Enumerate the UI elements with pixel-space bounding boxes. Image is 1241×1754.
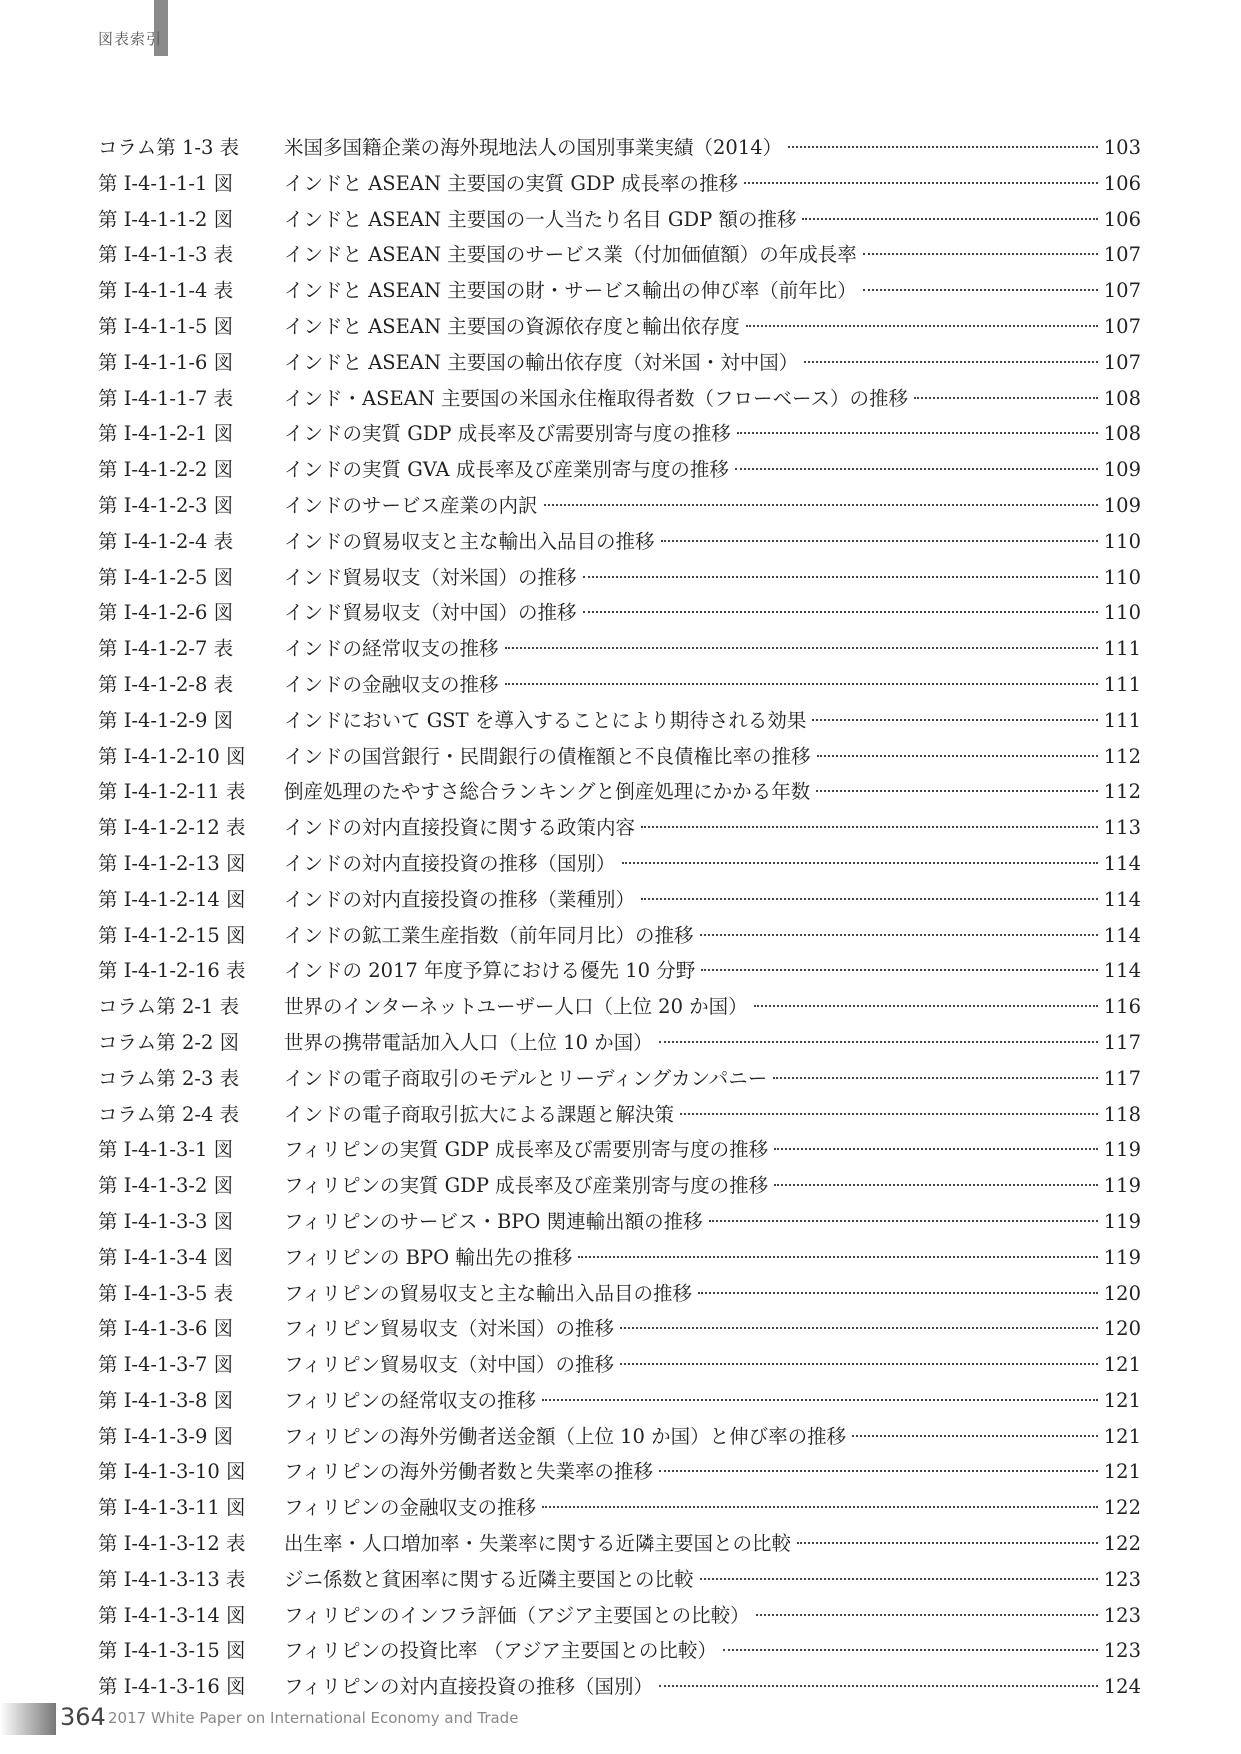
entry-title: フィリピンの対内直接投資の推移（国別） [284,1675,653,1699]
entry-title: インドの実質 GDP 成長率及び需要別寄与度の推移 [284,422,731,446]
dot-leader [542,1399,1098,1401]
dot-leader [863,253,1098,255]
entry-title: 世界のインターネットユーザー人口（上位 20 か国） [284,995,748,1019]
dot-leader [659,1041,1098,1043]
dot-leader [735,468,1098,470]
entry-number: 第 I-4-1-3-1 図 [98,1138,234,1162]
index-entry[interactable] [98,989,1141,1025]
entry-title: フィリピンのサービス・BPO 関連輸出額の推移 [284,1209,703,1233]
entry-number: 第 I-4-1-2-1 図 [98,422,234,446]
dot-leader [774,1148,1098,1150]
index-entry[interactable] [98,166,1141,202]
entry-page: 110 [1103,601,1141,625]
dot-leader [680,1113,1098,1115]
index-entry[interactable] [98,1526,1141,1562]
entry-page: 112 [1103,744,1141,768]
entry-title: フィリピンの経常収支の推移 [284,1388,536,1412]
entry-page: 120 [1103,1317,1141,1341]
dot-leader [622,862,1098,864]
entry-page: 121 [1103,1460,1141,1484]
index-entry[interactable] [98,1562,1141,1598]
entry-number: 第 I-4-1-3-6 図 [98,1317,234,1341]
entry-number: 第 I-4-1-2-16 表 [98,959,246,983]
entry-page: 119 [1103,1174,1141,1198]
dot-leader [802,218,1097,220]
entry-page: 108 [1103,422,1141,446]
entry-number: 第 I-4-1-2-14 図 [98,887,246,911]
dot-leader [505,683,1098,685]
entry-title: インドと ASEAN 主要国の財・サービス輸出の伸び率（前年比） [284,279,857,303]
entry-title: インド貿易収支（対中国）の推移 [284,601,577,625]
entry-page: 120 [1103,1281,1141,1305]
entry-number: 第 I-4-1-3-16 図 [98,1675,246,1699]
index-entry[interactable] [98,918,1141,954]
entry-page: 111 [1103,672,1141,696]
entry-page: 112 [1103,780,1141,804]
entry-title: インドの対内直接投資の推移（業種別） [284,887,636,911]
dot-leader [700,1578,1098,1580]
entry-number: 第 I-4-1-1-3 表 [98,243,234,267]
entry-title: 出生率・人口増加率・失業率に関する近隣主要国との比較 [284,1532,792,1556]
entry-title: フィリピン貿易収支（対米国）の推移 [284,1317,614,1341]
entry-number: 第 I-4-1-1-7 表 [98,386,234,410]
index-entry[interactable] [98,416,1141,452]
entry-number: 第 I-4-1-3-10 図 [98,1460,246,1484]
entry-title: インド貿易収支（対米国）の推移 [284,565,577,589]
dot-leader [505,647,1098,649]
entry-number: 第 I-4-1-3-8 図 [98,1388,234,1412]
entry-page: 114 [1103,851,1141,875]
figure-index-list [98,130,1141,1705]
index-entry[interactable] [98,1132,1141,1168]
entry-number: 第 I-4-1-3-12 表 [98,1532,246,1556]
entry-page: 103 [1103,136,1141,159]
dot-leader [723,1649,1098,1651]
dot-leader [659,1470,1098,1472]
entry-number: 第 I-4-1-1-6 図 [98,350,234,374]
index-entry[interactable] [98,703,1141,739]
dot-leader [804,361,1098,363]
dot-leader [744,182,1098,184]
entry-title: インド・ASEAN 主要国の米国永住権取得者数（フローベース）の推移 [284,386,909,410]
entry-title: インドの 2017 年度予算における優先 10 分野 [284,959,696,983]
index-entry[interactable] [98,202,1141,238]
index-entry[interactable] [98,846,1141,882]
entry-title: インドと ASEAN 主要国の輸出依存度（対米国・対中国） [284,350,799,374]
entry-page: 106 [1103,171,1141,195]
entry-page: 113 [1103,816,1141,840]
publication-title: 2017 White Paper on International Economy and Trade [108,1709,519,1727]
index-entry[interactable] [98,1598,1141,1634]
entry-page: 108 [1103,386,1141,410]
entry-number: 第 I-4-1-2-6 図 [98,601,234,625]
entry-title: インドの実質 GVA 成長率及び産業別寄与度の推移 [284,458,729,482]
index-entry[interactable] [98,1240,1141,1276]
index-entry[interactable] [98,273,1141,309]
dot-leader [788,146,1098,148]
section-label: 図表索引 [98,30,163,48]
entry-page: 107 [1103,243,1141,267]
dot-leader [797,1542,1098,1544]
dot-leader [641,826,1098,828]
index-entry[interactable] [98,1669,1141,1705]
dot-leader [641,898,1098,900]
entry-page: 114 [1103,959,1141,983]
index-entry[interactable] [98,1490,1141,1526]
entry-page: 107 [1103,350,1141,374]
entry-title: フィリピンの実質 GDP 成長率及び需要別寄与度の推移 [284,1138,769,1162]
entry-title: インドの対内直接投資に関する政策内容 [284,816,636,840]
entry-title: フィリピンの投資比率 （アジア主要国との比較） [284,1639,717,1663]
entry-page: 118 [1103,1102,1141,1126]
index-entry[interactable] [98,774,1141,810]
entry-page: 121 [1103,1424,1141,1448]
entry-page: 107 [1103,314,1141,338]
entry-number: コラム第 1-3 表 [98,136,240,159]
entry-number: 第 I-4-1-2-3 図 [98,493,234,517]
index-entry[interactable] [98,631,1141,667]
entry-number: 第 I-4-1-3-14 図 [98,1603,246,1627]
entry-title: 倒産処理のたやすさ総合ランキングと倒産処理にかかる年数 [284,780,811,804]
entry-number: 第 I-4-1-1-1 図 [98,171,234,195]
dot-leader [774,1184,1098,1186]
entry-page: 110 [1103,529,1141,553]
dot-leader [812,719,1097,721]
dot-leader [816,790,1097,792]
entry-page: 122 [1103,1532,1141,1556]
index-entry[interactable] [98,452,1141,488]
entry-number: コラム第 2-4 表 [98,1102,240,1126]
index-entry[interactable] [98,237,1141,273]
entry-number: 第 I-4-1-2-9 図 [98,708,234,732]
entry-title: インドの経常収支の推移 [284,637,499,661]
entry-number: 第 I-4-1-2-4 表 [98,529,234,553]
index-entry[interactable] [98,1633,1141,1669]
dot-leader [583,611,1098,613]
entry-number: 第 I-4-1-3-13 表 [98,1567,246,1591]
dot-leader [914,397,1098,399]
index-entry[interactable] [98,488,1141,524]
entry-number: 第 I-4-1-2-12 表 [98,816,246,840]
index-entry[interactable] [98,130,1141,166]
entry-page: 109 [1103,493,1141,517]
index-entry[interactable] [98,1061,1141,1097]
entry-page: 119 [1103,1138,1141,1162]
entry-number: 第 I-4-1-3-15 図 [98,1639,246,1663]
entry-title: インドと ASEAN 主要国の一人当たり名目 GDP 額の推移 [284,207,797,231]
entry-title: インドの貿易収支と主な輸出入品目の推移 [284,529,655,553]
index-entry[interactable] [98,1097,1141,1133]
index-entry[interactable] [98,309,1141,345]
dot-leader [698,1292,1098,1294]
entry-title: フィリピンの貿易収支と主な輸出入品目の推移 [284,1281,692,1305]
dot-leader [701,969,1098,971]
index-entry[interactable] [98,953,1141,989]
index-entry[interactable] [98,667,1141,703]
index-entry[interactable] [98,1347,1141,1383]
entry-number: 第 I-4-1-3-2 図 [98,1174,234,1198]
entry-number: 第 I-4-1-2-2 図 [98,458,234,482]
entry-page: 117 [1103,1030,1141,1054]
dot-leader [746,325,1098,327]
entry-title: インドの電子商取引のモデルとリーディングカンパニー [284,1066,768,1090]
entry-title: インドの金融収支の推移 [284,672,499,696]
entry-title: インドと ASEAN 主要国のサービス業（付加価値額）の年成長率 [284,243,857,267]
entry-title: フィリピンの海外労働者送金額（上位 10 か国）と伸び率の推移 [284,1424,847,1448]
dot-leader [659,1685,1098,1687]
entry-number: 第 I-4-1-1-5 図 [98,314,234,338]
entry-page: 119 [1103,1209,1141,1233]
entry-title: インドにおいて GST を導入することにより期待される効果 [284,708,807,732]
entry-page: 114 [1103,887,1141,911]
entry-page: 114 [1103,923,1141,947]
entry-page: 119 [1103,1245,1141,1269]
entry-page: 121 [1103,1353,1141,1377]
index-entry[interactable] [98,1276,1141,1312]
index-entry[interactable] [98,524,1141,560]
entry-page: 117 [1103,1066,1141,1090]
dot-leader [620,1327,1098,1329]
index-entry[interactable] [98,595,1141,631]
index-entry[interactable] [98,1383,1141,1419]
footer-gradient-tab [0,1703,56,1735]
dot-leader [817,755,1098,757]
entry-title: ジニ係数と貧困率に関する近隣主要国との比較 [284,1567,694,1591]
entry-page: 123 [1103,1603,1141,1627]
entry-number: 第 I-4-1-3-4 図 [98,1245,234,1269]
entry-title: インドと ASEAN 主要国の実質 GDP 成長率の推移 [284,171,738,195]
entry-page: 109 [1103,458,1141,482]
dot-leader [863,289,1098,291]
dot-leader [709,1220,1098,1222]
entry-number: 第 I-4-1-2-7 表 [98,637,234,661]
entry-page: 123 [1103,1639,1141,1663]
dot-leader [661,540,1098,542]
entry-number: コラム第 2-3 表 [98,1066,240,1090]
index-entry[interactable] [98,345,1141,381]
entry-number: 第 I-4-1-2-11 表 [98,780,246,804]
index-entry[interactable] [98,810,1141,846]
dot-leader [700,934,1098,936]
entry-title: フィリピン貿易収支（対中国）の推移 [284,1353,614,1377]
entry-number: 第 I-4-1-1-2 図 [98,207,234,231]
dot-leader [852,1435,1098,1437]
entry-page: 121 [1103,1388,1141,1412]
entry-number: 第 I-4-1-2-13 図 [98,851,246,875]
dot-leader [754,1005,1098,1007]
entry-page: 106 [1103,207,1141,231]
entry-page: 122 [1103,1496,1141,1520]
entry-title: フィリピンの BPO 輸出先の推移 [284,1245,573,1269]
entry-number: 第 I-4-1-2-5 図 [98,565,234,589]
dot-leader [542,1506,1098,1508]
entry-title: インドの対内直接投資の推移（国別） [284,851,616,875]
index-entry[interactable] [98,739,1141,775]
index-entry[interactable] [98,882,1141,918]
entry-title: インドの電子商取引拡大による課題と解決策 [284,1102,675,1126]
entry-page: 116 [1103,995,1141,1019]
index-entry[interactable] [98,1168,1141,1204]
entry-page: 124 [1103,1675,1141,1699]
dot-leader [583,576,1098,578]
entry-page: 123 [1103,1567,1141,1591]
index-entry[interactable] [98,1025,1141,1061]
entry-number: コラム第 2-2 図 [98,1030,240,1054]
entry-number: 第 I-4-1-1-4 表 [98,279,234,303]
dot-leader [737,432,1098,434]
entry-number: 第 I-4-1-2-10 図 [98,744,246,768]
entry-number: 第 I-4-1-3-9 図 [98,1424,234,1448]
entry-number: 第 I-4-1-3-3 図 [98,1209,234,1233]
entry-page: 111 [1103,637,1141,661]
entry-title: フィリピンの海外労働者数と失業率の推移 [284,1460,653,1484]
entry-title: インドと ASEAN 主要国の資源依存度と輸出依存度 [284,314,740,338]
dot-leader [620,1363,1098,1365]
index-entry[interactable] [98,1311,1141,1347]
dot-leader [756,1614,1098,1616]
entry-title: インドの国営銀行・民間銀行の債権額と不良債権比率の推移 [284,744,811,768]
entry-page: 111 [1103,708,1141,732]
index-entry[interactable] [98,1204,1141,1240]
index-entry[interactable] [98,1419,1141,1455]
index-entry[interactable] [98,381,1141,417]
entry-number: コラム第 2-1 表 [98,995,240,1019]
entry-title: フィリピンの金融収支の推移 [284,1496,536,1520]
dot-leader [773,1077,1098,1079]
entry-number: 第 I-4-1-3-5 表 [98,1281,234,1305]
entry-number: 第 I-4-1-2-15 図 [98,923,246,947]
entry-title: 米国多国籍企業の海外現地法人の国別事業実績（2014） [284,136,783,159]
entry-title: インドの鉱工業生産指数（前年同月比）の推移 [284,923,694,947]
index-entry[interactable] [98,560,1141,596]
entry-page: 107 [1103,279,1141,303]
index-entry[interactable] [98,1454,1141,1490]
entry-title: フィリピンのインフラ評価（アジア主要国との比較） [284,1603,750,1627]
entry-number: 第 I-4-1-3-7 図 [98,1353,234,1377]
entry-title: 世界の携帯電話加入人口（上位 10 か国） [284,1030,653,1054]
page-number: 364 [60,1703,106,1731]
dot-leader [544,504,1098,506]
entry-title: フィリピンの実質 GDP 成長率及び産業別寄与度の推移 [284,1174,769,1198]
entry-page: 110 [1103,565,1141,589]
entry-number: 第 I-4-1-3-11 図 [98,1496,246,1520]
dot-leader [578,1256,1097,1258]
entry-number: 第 I-4-1-2-8 表 [98,672,234,696]
entry-title: インドのサービス産業の内訳 [284,493,538,517]
